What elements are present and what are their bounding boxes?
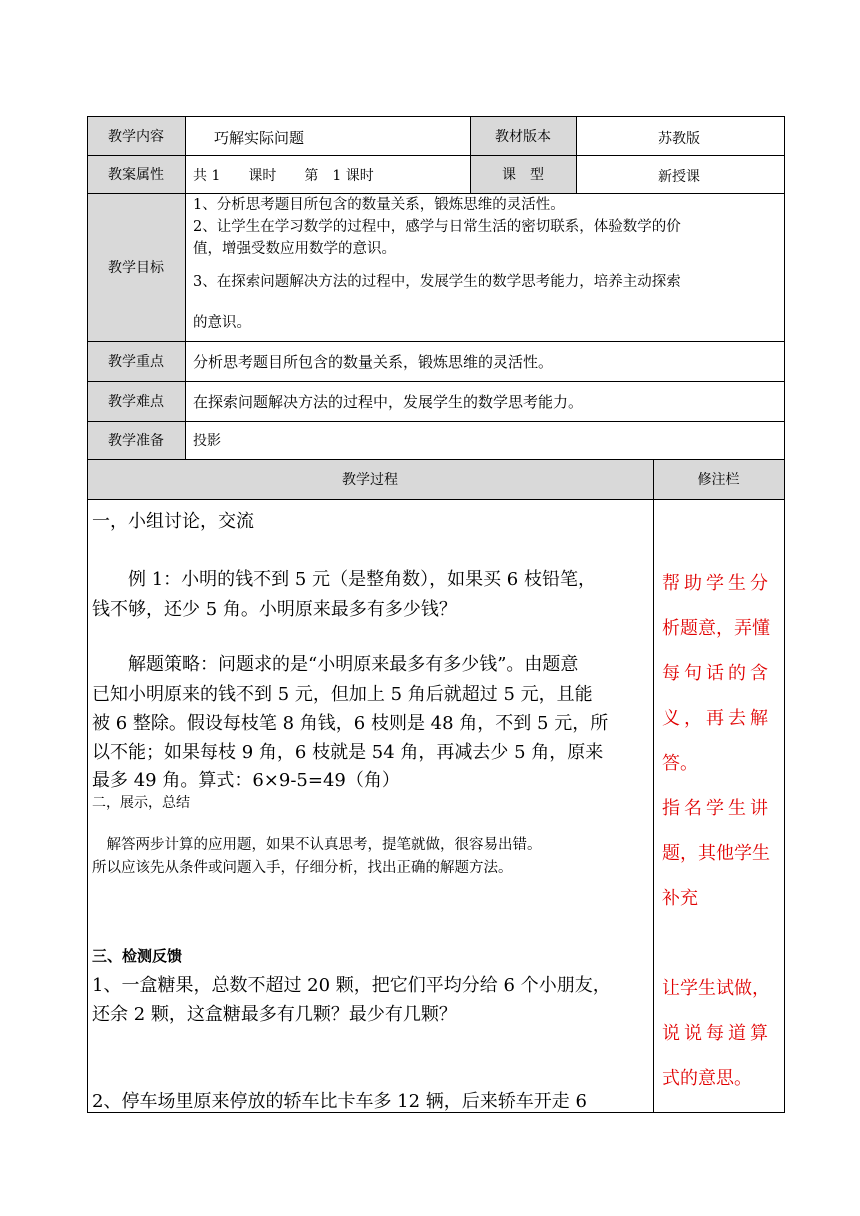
table-border xyxy=(87,116,785,117)
table-border xyxy=(87,193,785,194)
value-key: 分析思考题目所包含的数量关系，锻炼思维的灵活性。 xyxy=(193,353,554,371)
table-border xyxy=(470,116,471,193)
objective-line: 值，增强受数应用数学的意识。 xyxy=(193,241,396,257)
note-line: 每句话的含 xyxy=(662,663,772,684)
summary-line: 所以应该先从条件或问题入手，仔细分析，找出正确的解题方法。 xyxy=(92,860,513,876)
objective-line: 2、让学生在学习数学的过程中，感学与日常生活的密切联系，体验数学的价 xyxy=(193,219,681,235)
table-border xyxy=(87,155,785,156)
header-notes: 修注栏 xyxy=(653,459,784,499)
table-border xyxy=(784,116,785,1113)
question-line: 1、一盒糖果，总数不超过 20 颗，把它们平均分给 6 个小朋友， xyxy=(92,975,611,996)
strategy-line: 已知小明原来的钱不到 5 元，但加上 5 角后就超过 5 元，且能 xyxy=(92,684,593,705)
value-prep: 投影 xyxy=(193,433,221,449)
table-border xyxy=(87,116,88,1113)
objective-line: 1、分析思考题目所包含的数量关系，锻炼思维的灵活性。 xyxy=(193,197,565,213)
note-line: 说说每道算 xyxy=(662,1023,772,1044)
table-border xyxy=(576,116,577,193)
example-line: 钱不够，还少 5 角。小明原来最多有多少钱？ xyxy=(92,599,457,620)
note-line: 补充 xyxy=(662,888,698,909)
label-edition: 教材版本 xyxy=(470,117,576,155)
table-border xyxy=(87,499,785,500)
table-border xyxy=(87,341,785,342)
section3-heading: 三、检测反馈 xyxy=(92,947,183,965)
section2-heading: 二，展示，总结 xyxy=(92,795,190,811)
note-line: 指名学生讲 xyxy=(662,798,772,819)
label-prep: 教学准备 xyxy=(87,421,185,459)
value-attr: 共 1 课时 第 1 课时 xyxy=(193,168,374,184)
note-line: 题，其他学生 xyxy=(662,843,770,864)
summary-line: 解答两步计算的应用题，如果不认真思考，提笔就做，很容易出错。 xyxy=(92,837,542,853)
strategy-line: 解题策略：问题求的是“小明原来最多有多少钱”。由题意 xyxy=(92,654,579,675)
section1-heading: 一，小组讨论，交流 xyxy=(92,511,254,532)
header-process: 教学过程 xyxy=(87,459,653,499)
question-line: 2、停车场里原来停放的轿车比卡车多 12 辆，后来轿车开走 6 xyxy=(92,1091,587,1112)
label-type: 课 型 xyxy=(470,155,576,193)
table-border xyxy=(87,1112,785,1113)
label-key: 教学重点 xyxy=(87,341,185,381)
table-border xyxy=(185,116,186,459)
label-difficulty: 教学难点 xyxy=(87,381,185,421)
value-type: 新授课 xyxy=(658,169,700,185)
label-content: 教学内容 xyxy=(87,117,185,155)
note-line: 义，再去解 xyxy=(662,708,772,729)
strategy-line: 被 6 整除。假设每枝笔 8 角钱，6 枝则是 48 角，不到 5 元，所 xyxy=(92,713,609,734)
note-line: 式的意思。 xyxy=(662,1068,752,1089)
value-difficulty: 在探索问题解决方法的过程中，发展学生的数学思考能力。 xyxy=(193,393,584,411)
strategy-line: 以不能；如果每枝 9 角，6 枝就是 54 角，再减去少 5 角，原来 xyxy=(92,742,604,763)
table-border xyxy=(87,459,785,460)
table-border xyxy=(87,421,785,422)
table-border xyxy=(87,381,785,382)
table-border xyxy=(653,459,654,1113)
example-line: 例 1：小明的钱不到 5 元（是整角数），如果买 6 枝铅笔， xyxy=(92,569,596,590)
note-line: 答。 xyxy=(662,753,698,774)
label-objectives: 教学目标 xyxy=(87,193,185,341)
value-edition: 苏教版 xyxy=(658,131,700,147)
objective-line: 3、在探索问题解决方法的过程中，发展学生的数学思考能力，培养主动探索 xyxy=(193,274,681,290)
strategy-line: 最多 49 角。算式：6×9-5=49（角） xyxy=(92,770,400,791)
note-line: 让学生试做， xyxy=(662,978,770,999)
note-line: 析题意，弄懂 xyxy=(662,618,770,639)
label-attr: 教案属性 xyxy=(87,155,185,193)
objective-line: 的意识。 xyxy=(193,315,251,331)
value-content: 巧解实际问题 xyxy=(214,129,305,147)
note-line: 帮助学生分 xyxy=(662,573,772,594)
question-line: 还余 2 颗，这盒糖最多有几颗？最少有几颗？ xyxy=(92,1004,457,1025)
